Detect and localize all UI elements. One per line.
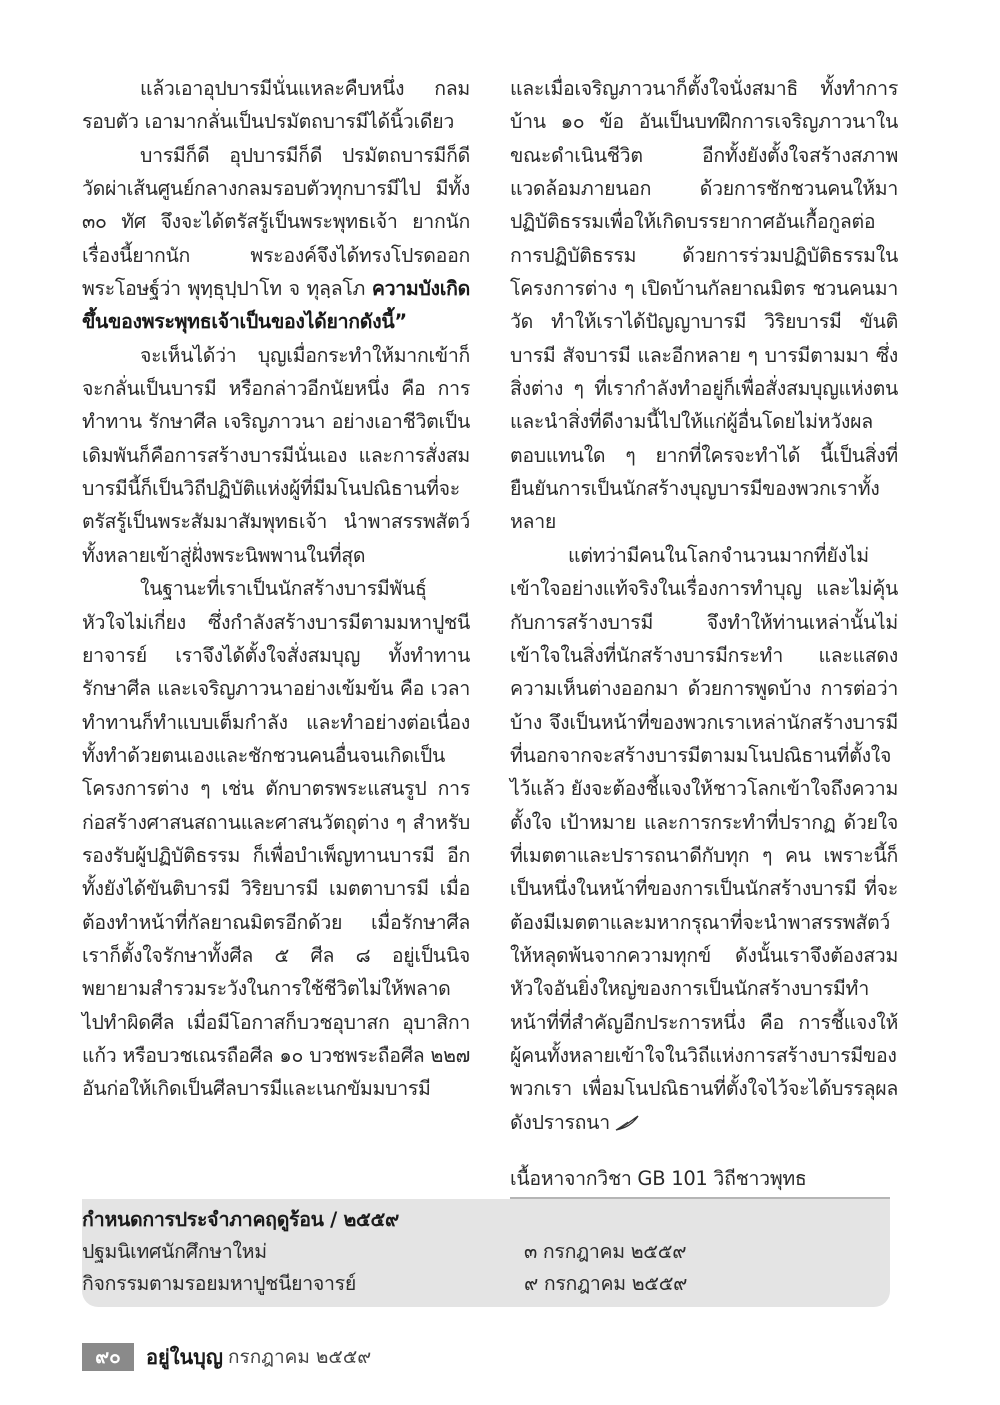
schedule-row [82,1236,890,1268]
paragraph: ในฐานะที่เราเป็นนักสร้างบารมีพันธุ์หัวใจไม่เกี่ยง ซึ่งกำลังสร้างบารมีตามมหาปูชนียาจารย์ เราจึงได้ตั้งใจสั่งสมบุญ ทั้งทำทาน รักษาศีล และเจริญภาวนาอย่างเข้มข้น คือ เวลาทำทานก็ทำแบบเต็มกำลัง และทำอย่างต่อเนื่อง ทั้งทำด้วยตนเองและชักชวนคนอื่นจนเกิดเป็นโครงการต่าง ๆ เช่น ตักบาตรพระแสนรูป การก่อสร้างศาสนสถานและศาสนวัตถุต่าง ๆ สำหรับรองรับผู้ปฏิบัติธรรม ก็เพื่อบำเพ็ญทานบารมี อีกทั้งยังได้ขันติบารมี วิริยบารมี เมตตาบารมี เมื่อต้องทำหน้าที่กัลยาณมิตรอีกด้วย เมื่อรักษาศีล เราก็ตั้งใจรักษาทั้งศีล ๕ ศีล ๘ อยู่เป็นนิจ พยายามสำรวมระวังในการใช้ชีวิตไม่ให้พลาดไปทำผิดศีล เมื่อมีโอกาสก็บวชอุบาสก อุบาสิกาแก้ว หรือบวชเณรถือศีล ๑๐ บวชพระถือศีล ๒๒๗ อันก่อให้เกิดเป็นศีลบารมีและเนกขัมมบารมี [82,577,470,1101]
schedule-date: ๓ กรกฎาคม ๒๕๕๙ [524,1240,687,1263]
schedule-title: กำหนดการประจำภาคฤดูร้อน / ๒๕๕๙ [82,1208,399,1231]
magazine-name: อยู่ในบุญ [146,1345,223,1369]
page-number: ๙๐ [82,1343,134,1371]
paragraph: แล้วเอาอุปบารมีนั่นแหละคืบหนึ่ง กลมรอบตัว เอามากลั่นเป็นปรมัตถบารมีได้นิ้วเดียว [82,77,470,134]
schedule-event: ปฐมนิเทศนักศึกษาใหม่ [82,1240,267,1263]
right-column [510,72,898,1139]
paragraph-text: บารมีก็ดี อุปบารมีก็ดี ปรมัตถบารมีก็ดี วัดผ่าเส้นศูนย์กลางกลมรอบตัวทุกบารมีไป มีทั้ง ๓๐ ทัศ จึงจะได้ตรัสรู้เป็นพระพุทธเจ้า ยากนัก เรื่องนี้ยากนัก พระองค์จึงได้ทรงโปรดออกพระโอษฐ์ว่า พุทฺธุปฺปาโท จ ทุลฺลโภ [82,143,470,301]
source-credit: เนื้อหาจากวิชา GB 101 วิถีชาวพุทธ [510,1167,807,1190]
bold-quote: ความบังเกิดขึ้นของพระพุทธเจ้าเป็นของได้ยากดังนี้” [82,277,470,334]
left-column [82,72,470,1106]
issue-date: กรกฎาคม ๒๕๕๙ [228,1346,372,1368]
paragraph [82,139,470,339]
paragraph: จะเห็นได้ว่า บุญเมื่อกระทำให้มากเข้าก็จะกลั่นเป็นบารมี หรือกล่าวอีกนัยหนึ่ง คือ การทำทาน รักษาศีล เจริญภาวนา อย่างเอาชีวิตเป็นเดิมพันก็คือการสร้างบารมีนั่นเอง และการสั่งสมบารมีนี้ก็เป็นวิถีปฏิบัติแห่งผู้ที่มีมโนปณิธานที่จะตรัสรู้เป็นพระสัมมาสัมพุทธเจ้า นำพาสรรพสัตว์ทั้งหลายเข้าสู่ฝั่งพระนิพพานในที่สุด [82,343,470,567]
schedule-event: กิจกรรมตามรอยมหาปูชนียาจารย์ [82,1272,356,1295]
feather-quill-icon [614,1114,640,1132]
paragraph [510,539,898,1139]
paragraph: และเมื่อเจริญภาวนาก็ตั้งใจนั่งสมาธิ ทั้งทำการบ้าน ๑๐ ข้อ อันเป็นบทฝึกการเจริญภาวนาในขณะดำเนินชีวิต อีกทั้งยังตั้งใจสร้างสภาพแวดล้อมภายนอก ด้วยการชักชวนคนให้มาปฏิบัติธรรมเพื่อให้เกิดบรรยากาศอันเกื้อกูลต่อการปฏิบัติธรรม ด้วยการร่วมปฏิบัติธรรมในโครงการต่าง ๆ เปิดบ้านกัลยาณมิตร ชวนคนมาวัด ทำให้เราได้ปัญญาบารมี วิริยบารมี ขันติบารมี สัจบารมี และอีกหลาย ๆ บารมีตามมา ซึ่งสิ่งต่าง ๆ ที่เรากำลังทำอยู่ก็เพื่อสั่งสมบุญแห่งตน และนำสิ่งที่ดีงามนี้ไปให้แก่ผู้อื่นโดยไม่หวังผลตอบแทนใด ๆ ยากที่ใครจะทำได้ นี้เป็นสิ่งที่ยืนยันการเป็นนักสร้างบุญบารมีของพวกเราทั้งหลาย [510,77,898,534]
paragraph-text: แต่ทว่ามีคนในโลกจำนวนมากที่ยังไม่เข้าใจอย่างแท้จริงในเรื่องการทำบุญ และไม่คุ้นกับการสร้างบารมี จึงทำให้ท่านเหล่านั้นไม่เข้าใจในสิ่งที่นักสร้างบารมีกระทำ และแสดงความเห็นต่างออกมา ด้วยการพูดบ้าง การต่อว่าบ้าง จึงเป็นหน้าที่ของพวกเราเหล่านักสร้างบารมี ที่นอกจากจะสร้างบารมีตามมโนปณิธานที่ตั้งใจไว้แล้ว ยังจะต้องชี้แจงให้ชาวโลกเข้าใจถึงความตั้งใจ เป้าหมาย และการกระทำที่ปรากฏ ด้วยใจที่เมตตาและปรารถนาดีกับทุก ๆ คน เพราะนี้ก็เป็นหนึ่งในหน้าที่ของการเป็นนักสร้างบารมี ที่จะต้องมีเมตตาและมหากรุณาที่จะนำพาสรรพสัตว์ให้หลุดพ้นจากความทุกข์ ดังนั้นเราจึงต้องสวมหัวใจอันยิ่งใหญ่ของการเป็นนักสร้างบารมีทำหน้าที่ที่สำคัญอีกประการหนึ่ง คือ การชี้แจงให้ผู้คนทั้งหลายเข้าใจในวิถีแห่งการสร้างบารมีของพวกเรา เพื่อมโนปณิธานที่ตั้งใจไว้จะได้บรรลุผลดังปรารถนา [510,543,898,1134]
schedule-box [82,1199,890,1307]
schedule-date: ๙ กรกฎาคม ๒๕๕๙ [524,1272,688,1295]
schedule-row [82,1268,890,1300]
